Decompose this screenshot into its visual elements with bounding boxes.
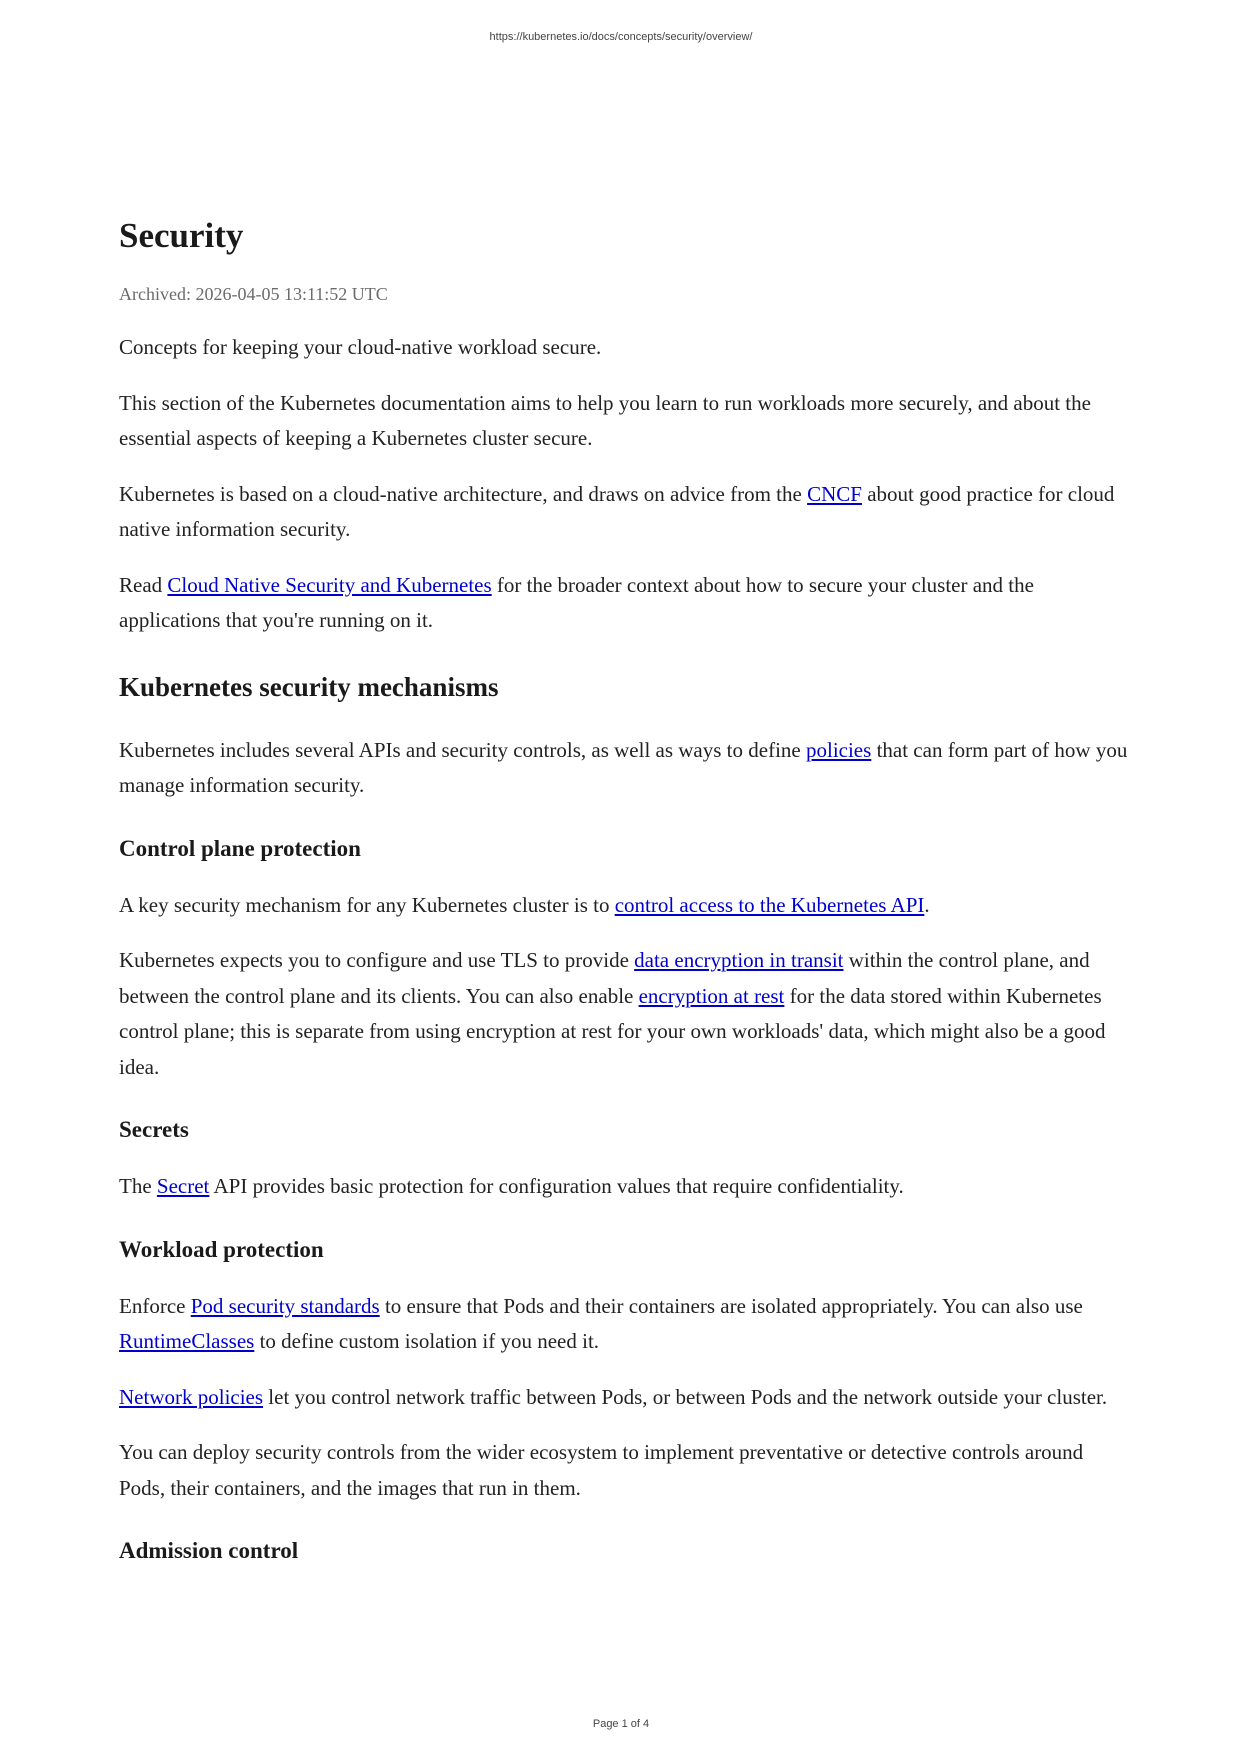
encryption-at-rest-link[interactable]: encryption at rest xyxy=(638,983,785,1008)
text: Read xyxy=(119,572,168,597)
text: for the data stored within Kubernetes control plane; this is separate from using encryption at rest for your own workloads' data, which might also be a good idea. xyxy=(119,983,1106,1079)
heading-security-mechanisms: Kubernetes security mechanisms xyxy=(119,671,499,702)
heading-control-plane-protection: Control plane protection xyxy=(119,835,361,861)
text: The xyxy=(119,1174,157,1198)
text: Kubernetes includes several APIs and security controls, as well as ways to define xyxy=(119,737,806,762)
network-policies-link[interactable]: Network policies xyxy=(119,1384,264,1409)
architecture-paragraph xyxy=(119,477,1131,548)
text: to define custom isolation if you need it. xyxy=(254,1329,600,1353)
control-plane-paragraph-1 xyxy=(119,888,1131,924)
heading-admission-control: Admission control xyxy=(119,1538,299,1563)
page-indicator: Page 1 of 4 xyxy=(592,1718,650,1730)
cncf-link[interactable]: CNCF xyxy=(807,481,862,506)
text: let you control network traffic between Pods, or between Pods and the network outside your cluster. xyxy=(263,1384,1108,1409)
archived-timestamp: Archived: 2026-04-05 13:11:52 UTC xyxy=(119,284,388,304)
heading-secrets: Secrets xyxy=(119,1117,189,1142)
heading-workload-protection: Workload protection xyxy=(119,1236,324,1262)
text: Kubernetes expects you to configure and use TLS to provide xyxy=(119,948,635,972)
control-plane-paragraph-2 xyxy=(119,943,1131,1085)
runtimeclasses-link[interactable]: RuntimeClasses xyxy=(119,1329,255,1353)
workload-paragraph-3: You can deploy security controls from the wider ecosystem to implement preventative or detective controls around Pods, their containers, and the images that run in them. xyxy=(119,1440,1084,1500)
text: A key security mechanism for any Kubernetes cluster is to xyxy=(119,892,615,917)
control-access-api-link[interactable]: control access to the Kubernetes API xyxy=(614,892,925,917)
text: Enforce xyxy=(119,1293,191,1318)
page-title: Security xyxy=(119,216,244,255)
workload-paragraph-1 xyxy=(119,1289,1131,1360)
text: about good practice for cloud native information security. xyxy=(119,481,1115,541)
text: within the control plane, and between the control plane and its clients. You can also enable xyxy=(119,948,1090,1008)
text: API provides basic protection for configuration values that require confidentiality. xyxy=(209,1174,904,1198)
policies-link[interactable]: policies xyxy=(805,737,872,762)
mechanisms-paragraph xyxy=(119,733,1131,804)
overview-paragraph: This section of the Kubernetes documentation aims to help you learn to run workloads more securely, and about the essential aspects of keeping a Kubernetes cluster secure. xyxy=(119,390,1091,450)
cloud-native-security-link[interactable]: Cloud Native Security and Kubernetes xyxy=(167,572,492,597)
pod-security-standards-link[interactable]: Pod security standards xyxy=(190,1293,380,1318)
intro-paragraph: Concepts for keeping your cloud-native workload secure. xyxy=(119,335,602,359)
text: . xyxy=(924,892,930,917)
document-content xyxy=(119,212,1131,1568)
page-url-header: https://kubernetes.io/docs/concepts/security/overview/ xyxy=(489,31,753,43)
read-more-paragraph xyxy=(119,568,1131,639)
encryption-in-transit-link[interactable]: data encryption in transit xyxy=(634,948,844,972)
text: for the broader context about how to secure your cluster and the applications that you're running on it. xyxy=(119,572,1034,632)
text: to ensure that Pods and their containers are isolated appropriately. You can also use xyxy=(379,1293,1083,1318)
secret-link[interactable]: Secret xyxy=(156,1174,210,1198)
text: Kubernetes is based on a cloud-native architecture, and draws on advice from the xyxy=(119,481,808,506)
workload-paragraph-2 xyxy=(119,1380,1131,1416)
text: that can form part of how you manage information security. xyxy=(119,737,1128,797)
secrets-paragraph xyxy=(119,1169,1131,1205)
